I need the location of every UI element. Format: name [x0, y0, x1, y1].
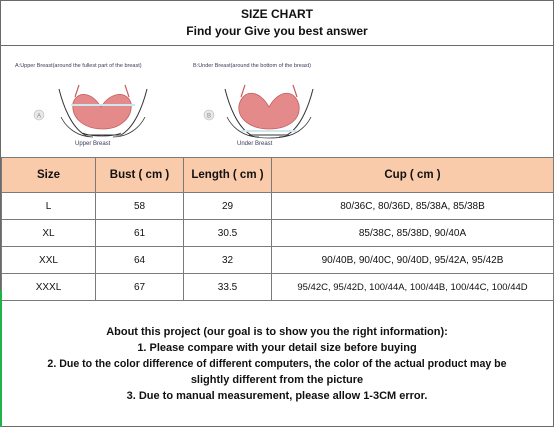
- upper-breast-figure: [1, 45, 181, 157]
- header-bust: Bust ( cm ): [96, 158, 184, 193]
- cell-length: 29: [184, 193, 272, 220]
- note-2: 2. Due to the color difference of different computers, the color of the actual product may be: [47, 358, 507, 370]
- marker-a: A: [36, 113, 42, 120]
- table-header-row: [2, 158, 554, 193]
- header-length: Length ( cm ): [184, 158, 272, 193]
- notes-section: [1, 324, 553, 404]
- cell-length: 30.5: [184, 220, 272, 247]
- header-cup: Cup ( cm ): [272, 158, 554, 193]
- table-row: [2, 220, 554, 247]
- cell-bust: 58: [96, 193, 184, 220]
- note-1: 1. Please compare with your detail size before buying: [137, 342, 417, 354]
- cell-cup: 80/36C, 80/36D, 85/38A, 85/38B: [272, 193, 554, 220]
- chart-subtitle: Find your Give you best answer: [186, 24, 368, 38]
- measurement-illustrations: [1, 45, 553, 157]
- table-row: [2, 193, 554, 220]
- cell-size: XL: [2, 220, 96, 247]
- upper-breast-caption: Upper Breast: [75, 141, 111, 147]
- size-chart-header: [1, 1, 553, 46]
- cell-bust: 67: [96, 274, 184, 301]
- under-breast-figure: [181, 45, 381, 157]
- chart-title: SIZE CHART: [241, 7, 313, 21]
- cell-cup: 90/40B, 90/40C, 90/40D, 95/42A, 95/42B: [272, 247, 554, 274]
- note-3: 3. Due to manual measurement, please allow 1-3CM error.: [126, 390, 428, 402]
- upper-breast-label: A:Upper Breast(around the fullest part of the breast): [15, 63, 142, 69]
- marker-b: B: [206, 113, 212, 120]
- cell-size: XXXL: [2, 274, 96, 301]
- header-size: Size: [2, 158, 96, 193]
- cell-size: XXL: [2, 247, 96, 274]
- table-row: [2, 274, 554, 301]
- table-row: [2, 247, 554, 274]
- under-breast-caption: Under Breast: [237, 141, 273, 147]
- size-table: [1, 157, 554, 301]
- note-2-continued: slightly different from the picture: [190, 374, 364, 386]
- under-breast-label: B:Under Breast(around the bottom of the breast): [193, 63, 312, 69]
- cell-size: L: [2, 193, 96, 220]
- cell-bust: 61: [96, 220, 184, 247]
- cell-cup: 95/42C, 95/42D, 100/44A, 100/44B, 100/44C, 100/44D: [272, 274, 554, 301]
- left-edge-accent: [0, 290, 2, 427]
- notes-intro: About this project (our goal is to show you the right information):: [106, 326, 448, 338]
- cell-cup: 85/38C, 85/38D, 90/40A: [272, 220, 554, 247]
- under-breast-drawing-icon: [181, 45, 381, 157]
- cell-length: 32: [184, 247, 272, 274]
- cell-length: 33.5: [184, 274, 272, 301]
- cell-bust: 64: [96, 247, 184, 274]
